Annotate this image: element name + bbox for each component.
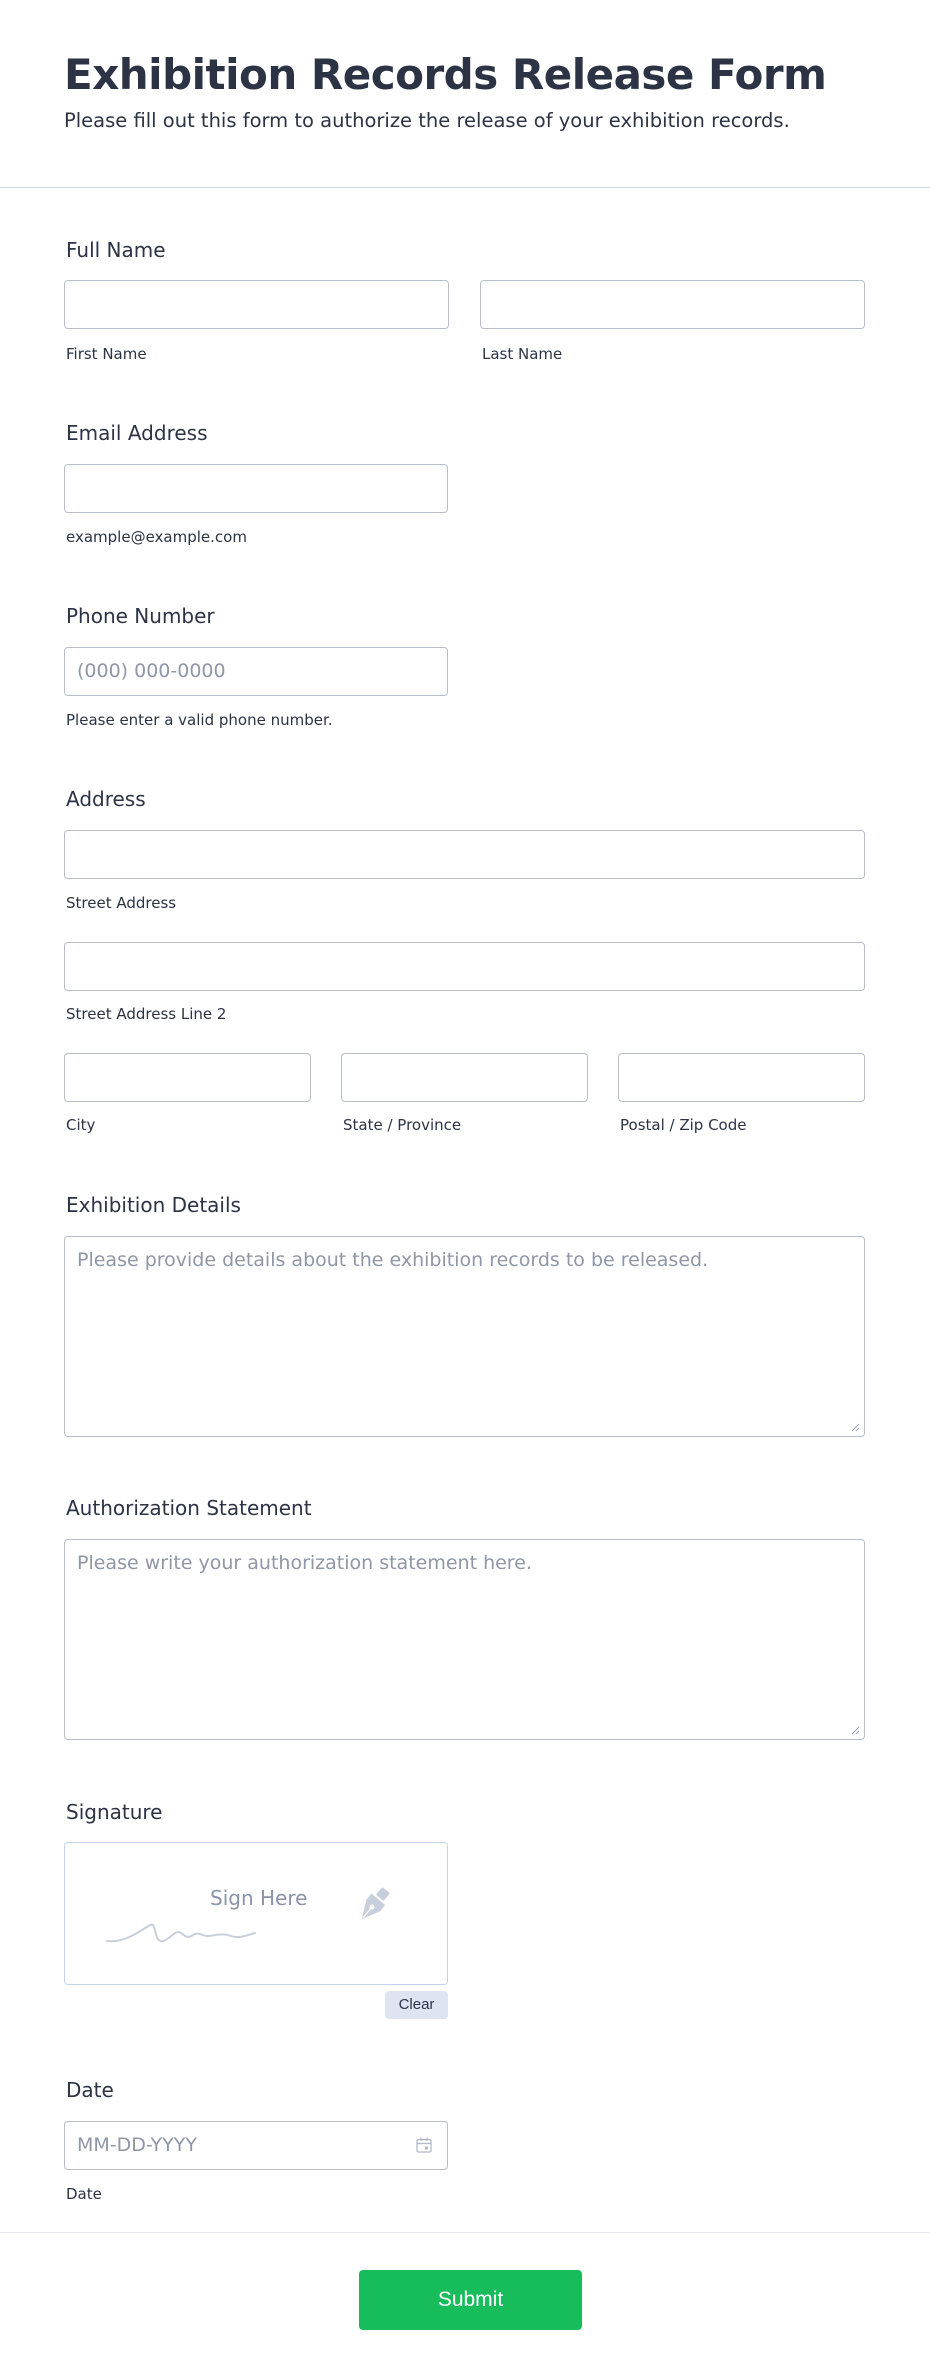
street-address-line2-input[interactable] <box>64 942 865 991</box>
phone-sublabel: Please enter a valid phone number. <box>66 711 333 729</box>
city-input[interactable] <box>64 1053 311 1102</box>
phone-label: Phone Number <box>66 604 215 628</box>
zip-input[interactable] <box>618 1053 865 1102</box>
resize-handle-icon[interactable] <box>850 1725 860 1735</box>
clear-signature-button[interactable]: Clear <box>385 1991 448 2019</box>
signature-scribble-icon <box>105 1903 265 1948</box>
resize-handle-icon[interactable] <box>850 1422 860 1432</box>
calendar-icon[interactable] <box>415 2136 433 2154</box>
email-input[interactable] <box>64 464 448 513</box>
pen-nib-icon <box>348 1883 396 1931</box>
last-name-input[interactable] <box>480 280 865 329</box>
authorization-placeholder: Please write your authorization statement here. <box>77 1552 532 1574</box>
footer-divider <box>0 2232 930 2233</box>
form-subtitle: Please fill out this form to authorize the release of your exhibition records. <box>64 109 790 132</box>
date-label: Date <box>66 2078 114 2102</box>
state-sublabel: State / Province <box>343 1116 462 1134</box>
address-label: Address <box>66 787 146 811</box>
exhibition-details-label: Exhibition Details <box>66 1193 241 1217</box>
street-address-line2-sublabel: Street Address Line 2 <box>66 1005 227 1023</box>
phone-placeholder: (000) 000-0000 <box>77 660 226 682</box>
city-sublabel: City <box>66 1116 96 1134</box>
street-address-input[interactable] <box>64 830 865 879</box>
signature-label: Signature <box>66 1800 163 1824</box>
first-name-input[interactable] <box>64 280 449 329</box>
zip-sublabel: Postal / Zip Code <box>620 1116 747 1134</box>
email-label: Email Address <box>66 421 208 445</box>
form-header <box>0 0 930 188</box>
street-address-sublabel: Street Address <box>66 894 177 912</box>
state-input[interactable] <box>341 1053 588 1102</box>
signature-pad[interactable] <box>64 1842 448 1985</box>
date-input[interactable] <box>64 2121 448 2170</box>
sign-here-prompt: Sign Here <box>210 1886 308 1910</box>
first-name-sublabel: First Name <box>66 345 147 363</box>
date-placeholder: MM-DD-YYYY <box>77 2134 197 2156</box>
email-sublabel: example@example.com <box>66 528 247 546</box>
submit-button[interactable]: Submit <box>359 2270 582 2330</box>
phone-input[interactable] <box>64 647 448 696</box>
exhibition-details-textarea[interactable] <box>64 1236 865 1437</box>
date-sublabel: Date <box>66 2185 102 2203</box>
exhibition-details-placeholder: Please provide details about the exhibition records to be released. <box>77 1249 709 1271</box>
full-name-label: Full Name <box>66 238 166 262</box>
form-title: Exhibition Records Release Form <box>64 50 827 99</box>
authorization-textarea[interactable] <box>64 1539 865 1740</box>
authorization-label: Authorization Statement <box>66 1496 312 1520</box>
last-name-sublabel: Last Name <box>482 345 563 363</box>
